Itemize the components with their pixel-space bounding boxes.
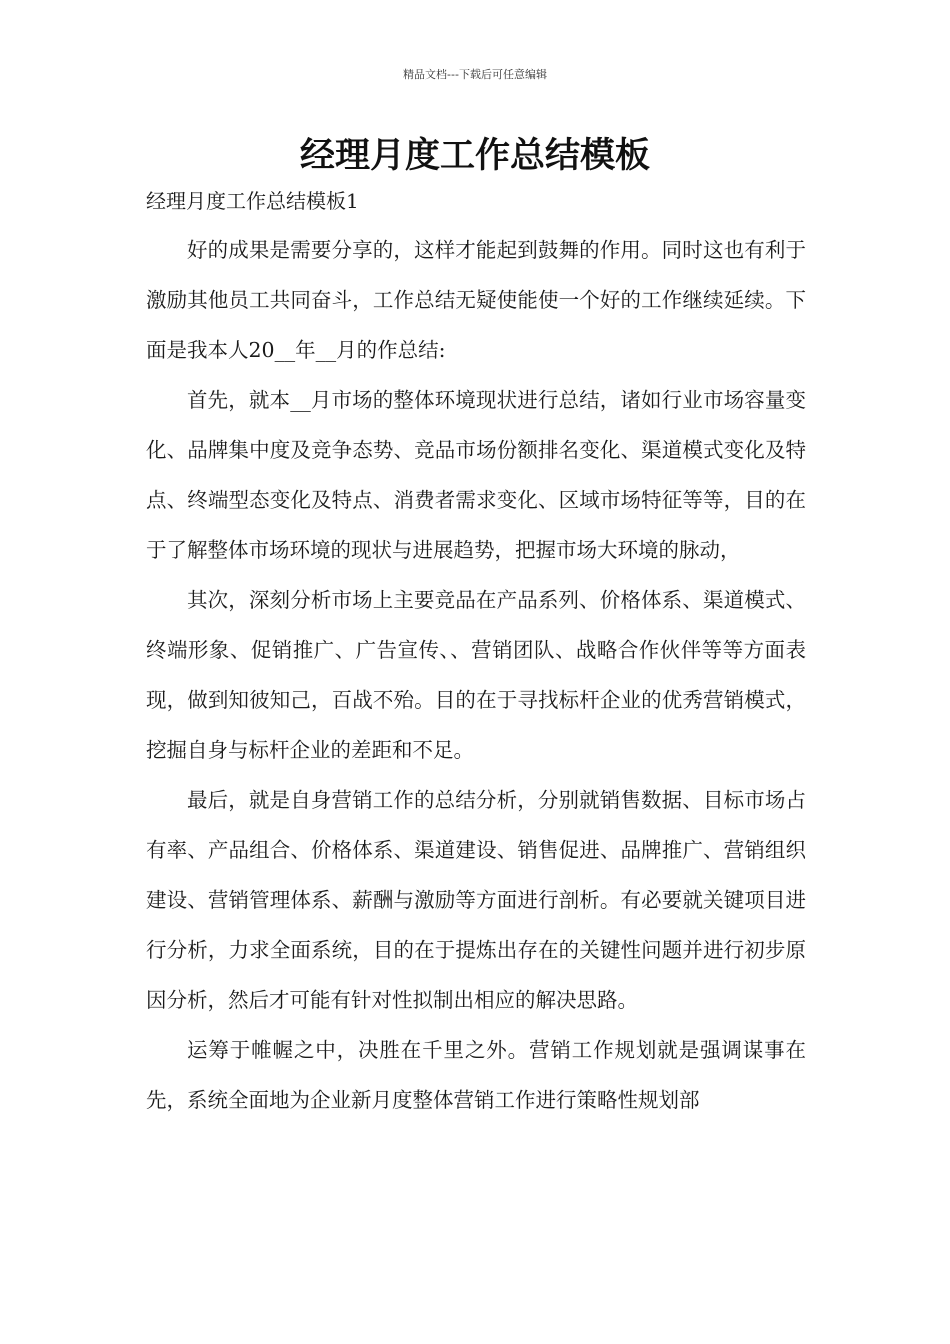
paragraph: 运筹于帷幄之中，决胜在千里之外。营销工作规划就是强调谋事在先，系统全面地为企业新月度整体营销工作进行策略性规划部: [146, 1038, 806, 1112]
document-subtitle: 经理月度工作总结模板1: [146, 189, 359, 213]
document-body: [146, 225, 806, 1125]
header-note: 精品文档---下载后可任意编辑: [403, 68, 547, 81]
paragraph: 首先，就本__月市场的整体环境现状进行总结，诸如行业市场容量变化、品牌集中度及竞争态势、竞品市场份额排名变化、渠道模式变化及特点、终端型态变化及特点、消费者需求变化、区域市场特征等等，目的在于了解整体市场环境的现状与进展趋势，把握市场大环境的脉动，: [146, 388, 806, 562]
document-title: 经理月度工作总结模板: [299, 136, 650, 176]
paragraph: 最后，就是自身营销工作的总结分析，分别就销售数据、目标市场占有率、产品组合、价格体系、渠道建设、销售促进、品牌推广、营销组织建设、营销管理体系、薪酬与激励等方面进行剖析。有必要就关键项目进行分析，力求全面系统，目的在于提炼出存在的关键性问题并进行初步原因分析，然后才可能有针对性拟制出相应的解决思路。: [146, 788, 806, 1012]
paragraph: 好的成果是需要分享的，这样才能起到鼓舞的作用。同时这也有利于激励其他员工共同奋斗，工作总结无疑使能使一个好的工作继续延续。下面是我本人20__年__月的作总结:: [146, 238, 806, 362]
paragraph: 其次，深刻分析市场上主要竞品在产品系列、价格体系、渠道模式、终端形象、促销推广、广告宣传、、营销团队、战略合作伙伴等等方面表现，做到知彼知己，百战不殆。目的在于寻找标杆企业的优秀营销模式，挖掘自身与标杆企业的差距和不足。: [146, 588, 806, 762]
